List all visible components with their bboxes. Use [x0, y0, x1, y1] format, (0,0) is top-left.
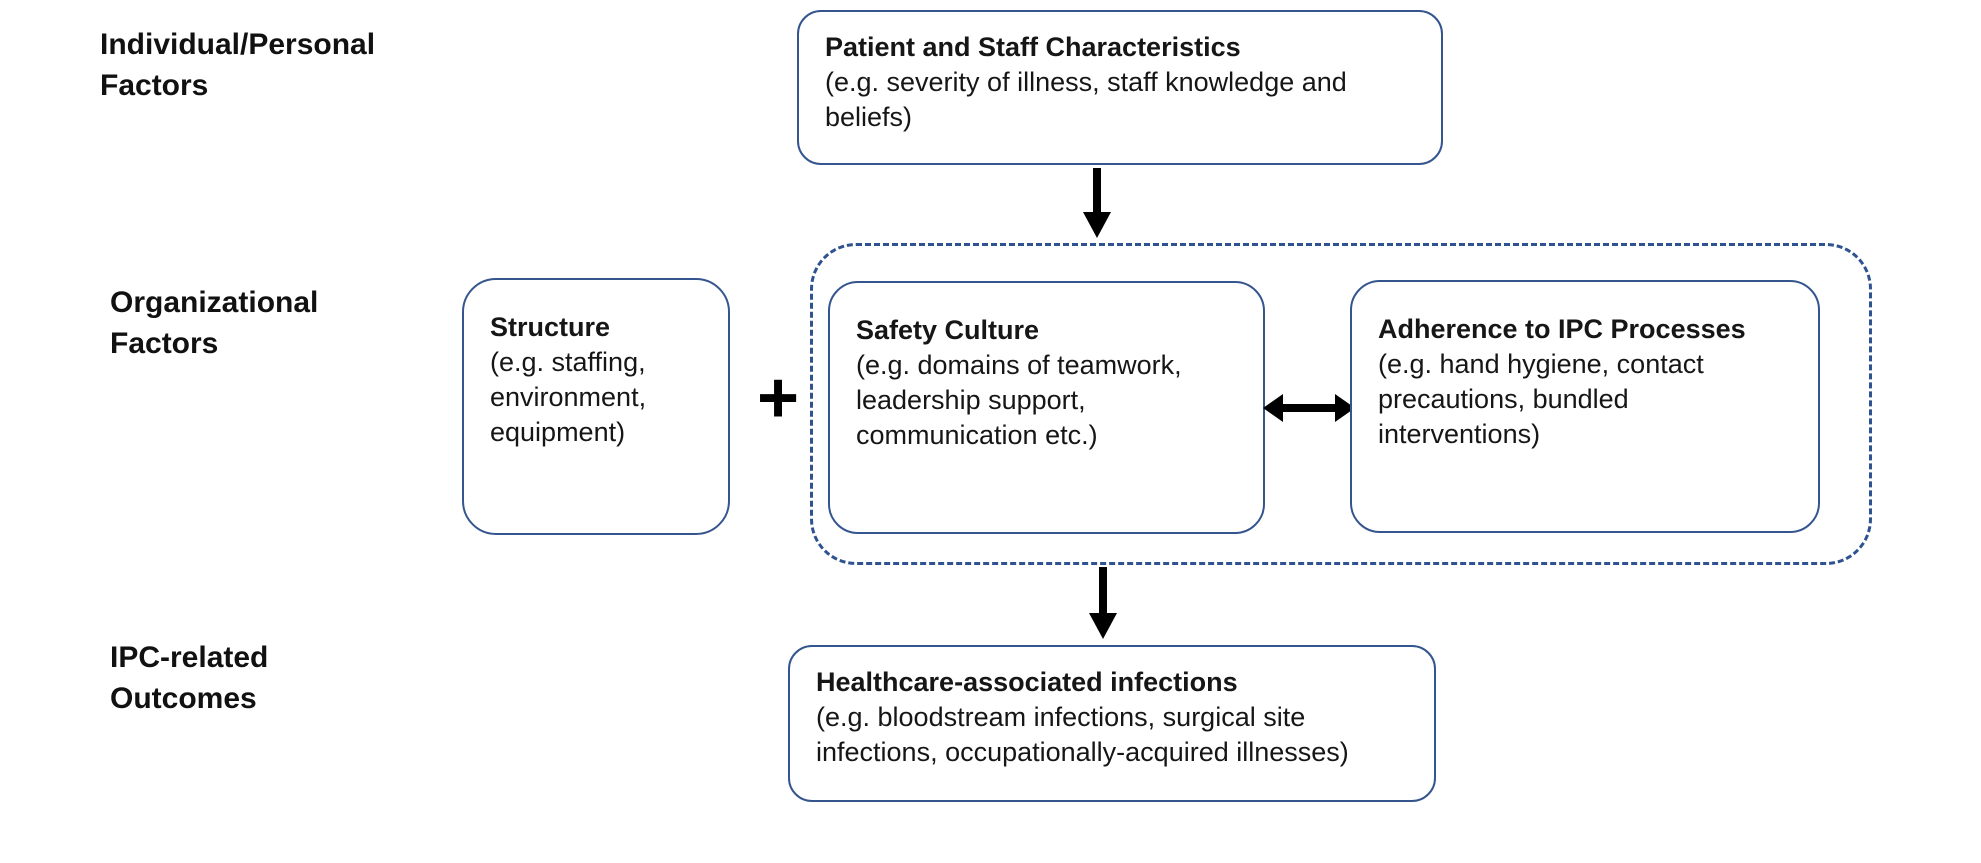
healthcare-associated-infections-box — [788, 645, 1436, 802]
adherence-ipc-processes-title: Adherence to IPC Processes — [1378, 314, 1746, 344]
safety-culture-box — [828, 281, 1265, 534]
down-arrow-icon — [1077, 168, 1117, 240]
structure-body: (e.g. staffing, environment, equipment) — [490, 347, 647, 448]
patient-staff-characteristics-title: Patient and Staff Characteristics — [825, 32, 1241, 62]
adherence-ipc-processes-body: (e.g. hand hygiene, contact precautions, bundled interventions) — [1378, 349, 1704, 450]
plus-operator: + — [756, 358, 800, 438]
row-label-individual-personal-factors: Individual/Personal Factors — [100, 28, 376, 102]
patient-staff-characteristics-body: (e.g. severity of illness, staff knowledge and beliefs) — [825, 67, 1347, 133]
safety-culture-title: Safety Culture — [856, 315, 1040, 345]
row-label-ipc-related-outcomes: IPC-related Outcomes — [110, 641, 269, 715]
structure-box — [462, 278, 730, 535]
healthcare-associated-infections-title: Healthcare-associated infections — [816, 667, 1238, 697]
row-label-organizational-factors: Organizational Factors — [110, 286, 319, 360]
double-arrow-icon — [1263, 390, 1355, 426]
adherence-ipc-processes-box — [1350, 280, 1820, 533]
safety-culture-body: (e.g. domains of teamwork, leadership support, communication etc.) — [856, 350, 1182, 451]
patient-staff-characteristics-box — [797, 10, 1443, 165]
healthcare-associated-infections-body: (e.g. bloodstream infections, surgical site infections, occupationally-acquired illnesses) — [816, 702, 1349, 768]
structure-title: Structure — [490, 312, 611, 342]
down-arrow-icon — [1083, 567, 1123, 641]
